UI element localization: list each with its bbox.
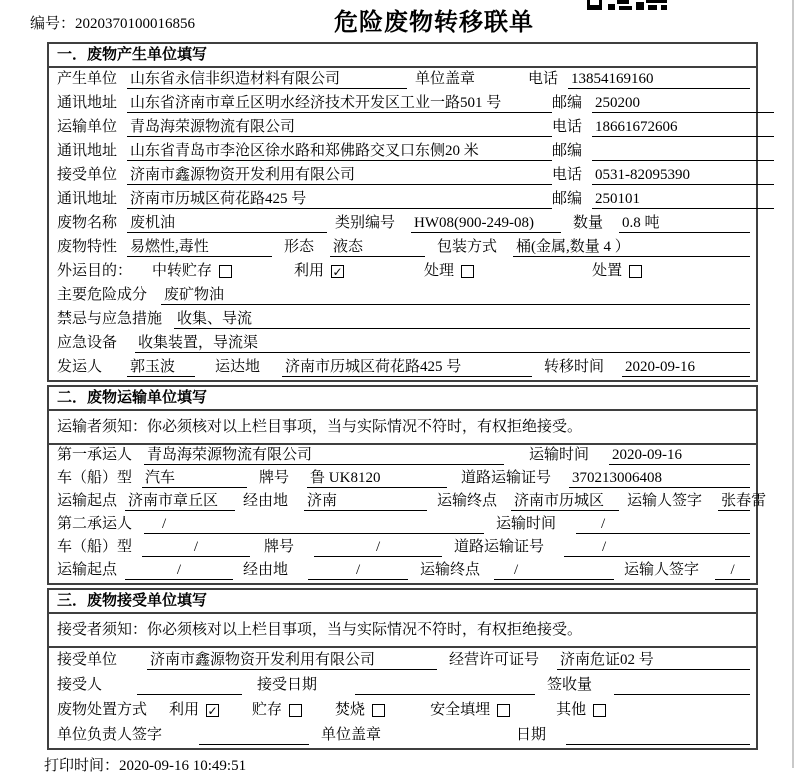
zip-label: 邮编 xyxy=(552,143,583,159)
receiver-phone-value: 0531-82095390 xyxy=(592,166,774,185)
row-main-hazard xyxy=(49,284,756,308)
route-end-value: / xyxy=(494,561,614,580)
producer-address-value: 山东省济南市章丘区明水经济技术开发区工业一路501 号 xyxy=(127,94,552,113)
route-via-value: 济南 xyxy=(304,492,427,511)
form-header xyxy=(0,0,796,42)
unit-stamp-label: 单位盖章 xyxy=(321,727,382,743)
outbound-purpose-label: 外运目的： xyxy=(57,263,133,279)
route-end-label: 运输终点 xyxy=(420,562,481,578)
dispatcher-value: 郭玉波 xyxy=(127,358,195,377)
waste-name-value: 废机油 xyxy=(127,214,327,233)
checkbox-utilize-box: ✓ xyxy=(332,265,343,279)
waste-property-value: 易燃性,毒性 xyxy=(127,238,272,257)
second-carrier-value: / xyxy=(144,515,484,534)
receive-date-value xyxy=(355,694,535,695)
checkbox-treat-label: 处理 xyxy=(424,263,455,279)
route-start-value: 济南市章丘区 xyxy=(125,492,235,511)
receiver-notice: 接受者须知：你必须核对以上栏目事项，当与实际情况不符时，有权拒绝接受。 xyxy=(49,614,756,648)
producer-phone-value: 13854169160 xyxy=(568,70,750,89)
checkbox-incinerate xyxy=(335,701,385,720)
transporter-sign-value: / xyxy=(715,561,750,580)
transfer-time-label: 转移时间 xyxy=(544,359,605,375)
route-end-label: 运输终点 xyxy=(437,493,498,509)
signed-amount-value xyxy=(614,694,750,695)
form-state-label: 形态 xyxy=(284,239,315,255)
transport-address-label: 通讯地址 xyxy=(57,143,118,159)
receive-person-label: 接受人 xyxy=(57,677,103,693)
print-time-value: 2020-09-16 10:49:51 xyxy=(119,758,247,774)
transport-time-value: 2020-09-16 xyxy=(609,446,750,465)
receiver-address-value: 济南市历城区荷花路425 号 xyxy=(127,190,552,209)
date-value xyxy=(566,744,750,745)
responsible-sign-value xyxy=(199,744,309,745)
checkbox-transfer-storage-label: 中转贮存 xyxy=(152,263,213,279)
operating-license-label: 经营许可证号 xyxy=(449,652,540,668)
receive-date-label: 接受日期 xyxy=(257,677,318,693)
page-edge-line xyxy=(792,0,794,768)
row-receive-unit xyxy=(49,648,756,673)
receive-unit-value: 济南市鑫源物资开发利用有限公司 xyxy=(147,651,437,670)
zip-label: 邮编 xyxy=(552,95,583,111)
receiver-address-label: 通讯地址 xyxy=(57,191,118,207)
row-transport-unit xyxy=(49,116,756,140)
route-via-label: 经由地 xyxy=(243,562,289,578)
row-vehicle-1 xyxy=(49,468,756,491)
checkbox-utilize-box: ✓ xyxy=(207,704,218,718)
road-license-value: 370213006408 xyxy=(569,469,750,488)
checkbox-utilize-label: 利用 xyxy=(294,263,325,279)
transport-address-value: 山东省青岛市李沧区徐水路和郑佛路交叉口东侧20 米 xyxy=(127,142,552,161)
checkbox-treat xyxy=(424,262,474,281)
section-producer xyxy=(47,42,758,382)
receiver-unit-value: 济南市鑫源物资开发利用有限公司 xyxy=(127,166,552,185)
checkbox-utilize xyxy=(294,262,344,281)
transport-phone-value: 18661672606 xyxy=(592,118,774,137)
checkbox-transfer-storage-box xyxy=(219,265,232,278)
row-waste-property xyxy=(49,236,756,260)
section-transport xyxy=(47,385,767,585)
row-route-1 xyxy=(49,491,767,514)
row-outbound-purpose xyxy=(49,260,756,284)
print-time xyxy=(44,754,796,775)
emergency-equipment-label: 应急设备 xyxy=(57,335,118,351)
section-producer-title: 一．废物产生单位填写 xyxy=(49,44,756,68)
serial-label: 编号： xyxy=(30,16,76,32)
transport-time-value: / xyxy=(576,515,750,534)
row-dispatch xyxy=(49,356,756,380)
checkbox-dispose-box xyxy=(629,265,642,278)
producer-unit-value: 山东省永信非织造材料有限公司 xyxy=(127,70,407,89)
transporter-sign-label: 运输人签字 xyxy=(627,493,703,509)
receive-person-value xyxy=(137,694,242,695)
row-transport-address xyxy=(49,140,756,164)
transport-unit-label: 运输单位 xyxy=(57,119,118,135)
checkbox-dispose-label: 处置 xyxy=(592,263,623,279)
receive-unit-label: 接受单位 xyxy=(57,652,118,668)
checkbox-store xyxy=(252,701,302,720)
row-receiver-address xyxy=(49,188,756,212)
checkbox-store-label: 贮存 xyxy=(252,702,283,718)
main-hazard-value: 废矿物油 xyxy=(161,286,750,305)
disposal-method-label: 废物处置方式 xyxy=(57,702,148,718)
transfer-time-value: 2020-09-16 xyxy=(622,358,750,377)
route-start-label: 运输起点 xyxy=(57,493,118,509)
plate-number-label: 牌号 xyxy=(259,470,290,486)
vehicle-type-value: / xyxy=(142,538,250,557)
row-vehicle-2 xyxy=(49,537,756,560)
transporter-notice: 运输者须知：你必须核对以上栏目事项，当与实际情况不符时，有权拒绝接受。 xyxy=(49,411,756,445)
checkbox-landfill-box xyxy=(497,704,510,717)
transport-unit-value: 青岛海荣源物流有限公司 xyxy=(127,118,552,137)
plate-number-label: 牌号 xyxy=(264,539,295,555)
taboo-measures-value: 收集、导流 xyxy=(174,310,750,329)
producer-unit-label: 产生单位 xyxy=(57,71,118,87)
packing-value: 桶(金属,数量 4 ） xyxy=(513,238,750,257)
main-hazard-label: 主要危险成分 xyxy=(57,287,148,303)
first-carrier-label: 第一承运人 xyxy=(57,447,133,463)
dispatcher-label: 发运人 xyxy=(57,359,103,375)
section-receiver xyxy=(47,588,758,750)
first-carrier-value: 青岛海荣源物流有限公司 xyxy=(144,446,504,465)
unit-stamp-label: 单位盖章 xyxy=(415,71,476,87)
form-state-value: 液态 xyxy=(330,238,425,257)
checkbox-other-label: 其他 xyxy=(556,702,587,718)
signed-amount-label: 签收量 xyxy=(547,677,593,693)
destination-value: 济南市历城区荷花路425 号 xyxy=(282,358,532,377)
emergency-equipment-value: 收集装置，导流渠 xyxy=(135,334,750,353)
row-emergency-equipment xyxy=(49,332,756,356)
destination-label: 运达地 xyxy=(215,359,261,375)
road-license-label: 道路运输证号 xyxy=(454,539,545,555)
transport-time-label: 运输时间 xyxy=(529,447,590,463)
phone-label: 电话 xyxy=(552,119,583,135)
route-start-value: / xyxy=(125,561,233,580)
checkbox-utilize xyxy=(169,701,219,720)
checkbox-landfill xyxy=(430,701,510,720)
checkbox-other-box xyxy=(593,704,606,717)
packing-label: 包装方式 xyxy=(437,239,498,255)
row-receiver-unit xyxy=(49,164,756,188)
route-start-label: 运输起点 xyxy=(57,562,118,578)
zip-label: 邮编 xyxy=(552,191,583,207)
row-disposal-method xyxy=(49,698,756,723)
phone-label: 电话 xyxy=(552,167,583,183)
checkbox-utilize-label: 利用 xyxy=(169,702,200,718)
vehicle-type-value: 汽车 xyxy=(142,469,247,488)
checkbox-store-box xyxy=(289,704,302,717)
plate-number-value: 鲁 UK8120 xyxy=(307,469,447,488)
row-second-carrier xyxy=(49,514,756,537)
quantity-value: 0.8 吨 xyxy=(619,214,750,233)
phone-label: 电话 xyxy=(527,71,558,87)
waste-property-label: 废物特性 xyxy=(57,239,118,255)
serial-number xyxy=(30,12,195,33)
row-route-2 xyxy=(49,560,756,583)
checkbox-incinerate-label: 焚烧 xyxy=(335,702,366,718)
row-first-carrier xyxy=(49,445,756,468)
producer-zip-value: 250200 xyxy=(592,94,774,113)
row-producer-unit xyxy=(49,68,756,92)
road-license-value: / xyxy=(564,538,750,557)
checkbox-landfill-label: 安全填埋 xyxy=(430,702,491,718)
second-carrier-label: 第二承运人 xyxy=(57,516,133,532)
transporter-sign-value: 张春雷 xyxy=(718,492,750,511)
route-end-value: 济南市历城区 xyxy=(511,492,619,511)
operating-license-value: 济南危证02 号 xyxy=(557,651,750,670)
receiver-zip-value: 250101 xyxy=(592,190,774,209)
transport-zip-value xyxy=(592,160,774,161)
form-title: 危险废物转移联单 xyxy=(334,10,534,36)
section-transport-title: 二．废物运输单位填写 xyxy=(49,387,756,411)
route-via-value: / xyxy=(308,561,408,580)
checkbox-dispose xyxy=(592,262,642,281)
row-responsible-sign xyxy=(49,723,756,748)
transporter-sign-label: 运输人签字 xyxy=(624,562,700,578)
print-time-label: 打印时间： xyxy=(44,758,120,774)
transport-time-label: 运输时间 xyxy=(496,516,557,532)
checkbox-transfer-storage xyxy=(152,262,232,281)
date-label: 日期 xyxy=(516,727,547,743)
qr-code-fragment xyxy=(587,0,667,10)
checkbox-other xyxy=(556,701,606,720)
road-license-label: 道路运输证号 xyxy=(461,470,552,486)
plate-number-value: / xyxy=(314,538,442,557)
section-receiver-title: 三．废物接受单位填写 xyxy=(49,590,756,614)
row-producer-address xyxy=(49,92,756,116)
row-taboo-measures xyxy=(49,308,756,332)
responsible-sign-label: 单位负责人签字 xyxy=(57,727,163,743)
receiver-unit-label: 接受单位 xyxy=(57,167,118,183)
checkbox-incinerate-box xyxy=(372,704,385,717)
vehicle-type-label: 车（船）型 xyxy=(57,539,133,555)
category-code-value: HW08(900-249-08) xyxy=(411,214,561,233)
vehicle-type-label: 车（船）型 xyxy=(57,470,133,486)
checkbox-treat-box xyxy=(461,265,474,278)
category-code-label: 类别编号 xyxy=(335,215,396,231)
route-via-label: 经由地 xyxy=(243,493,289,509)
row-receive-person xyxy=(49,673,756,698)
taboo-measures-label: 禁忌与应急措施 xyxy=(57,311,163,327)
waste-name-label: 废物名称 xyxy=(57,215,118,231)
serial-value: 2020370100016856 xyxy=(75,16,196,32)
row-waste-name xyxy=(49,212,756,236)
quantity-label: 数量 xyxy=(573,215,604,231)
producer-address-label: 通讯地址 xyxy=(57,95,118,111)
